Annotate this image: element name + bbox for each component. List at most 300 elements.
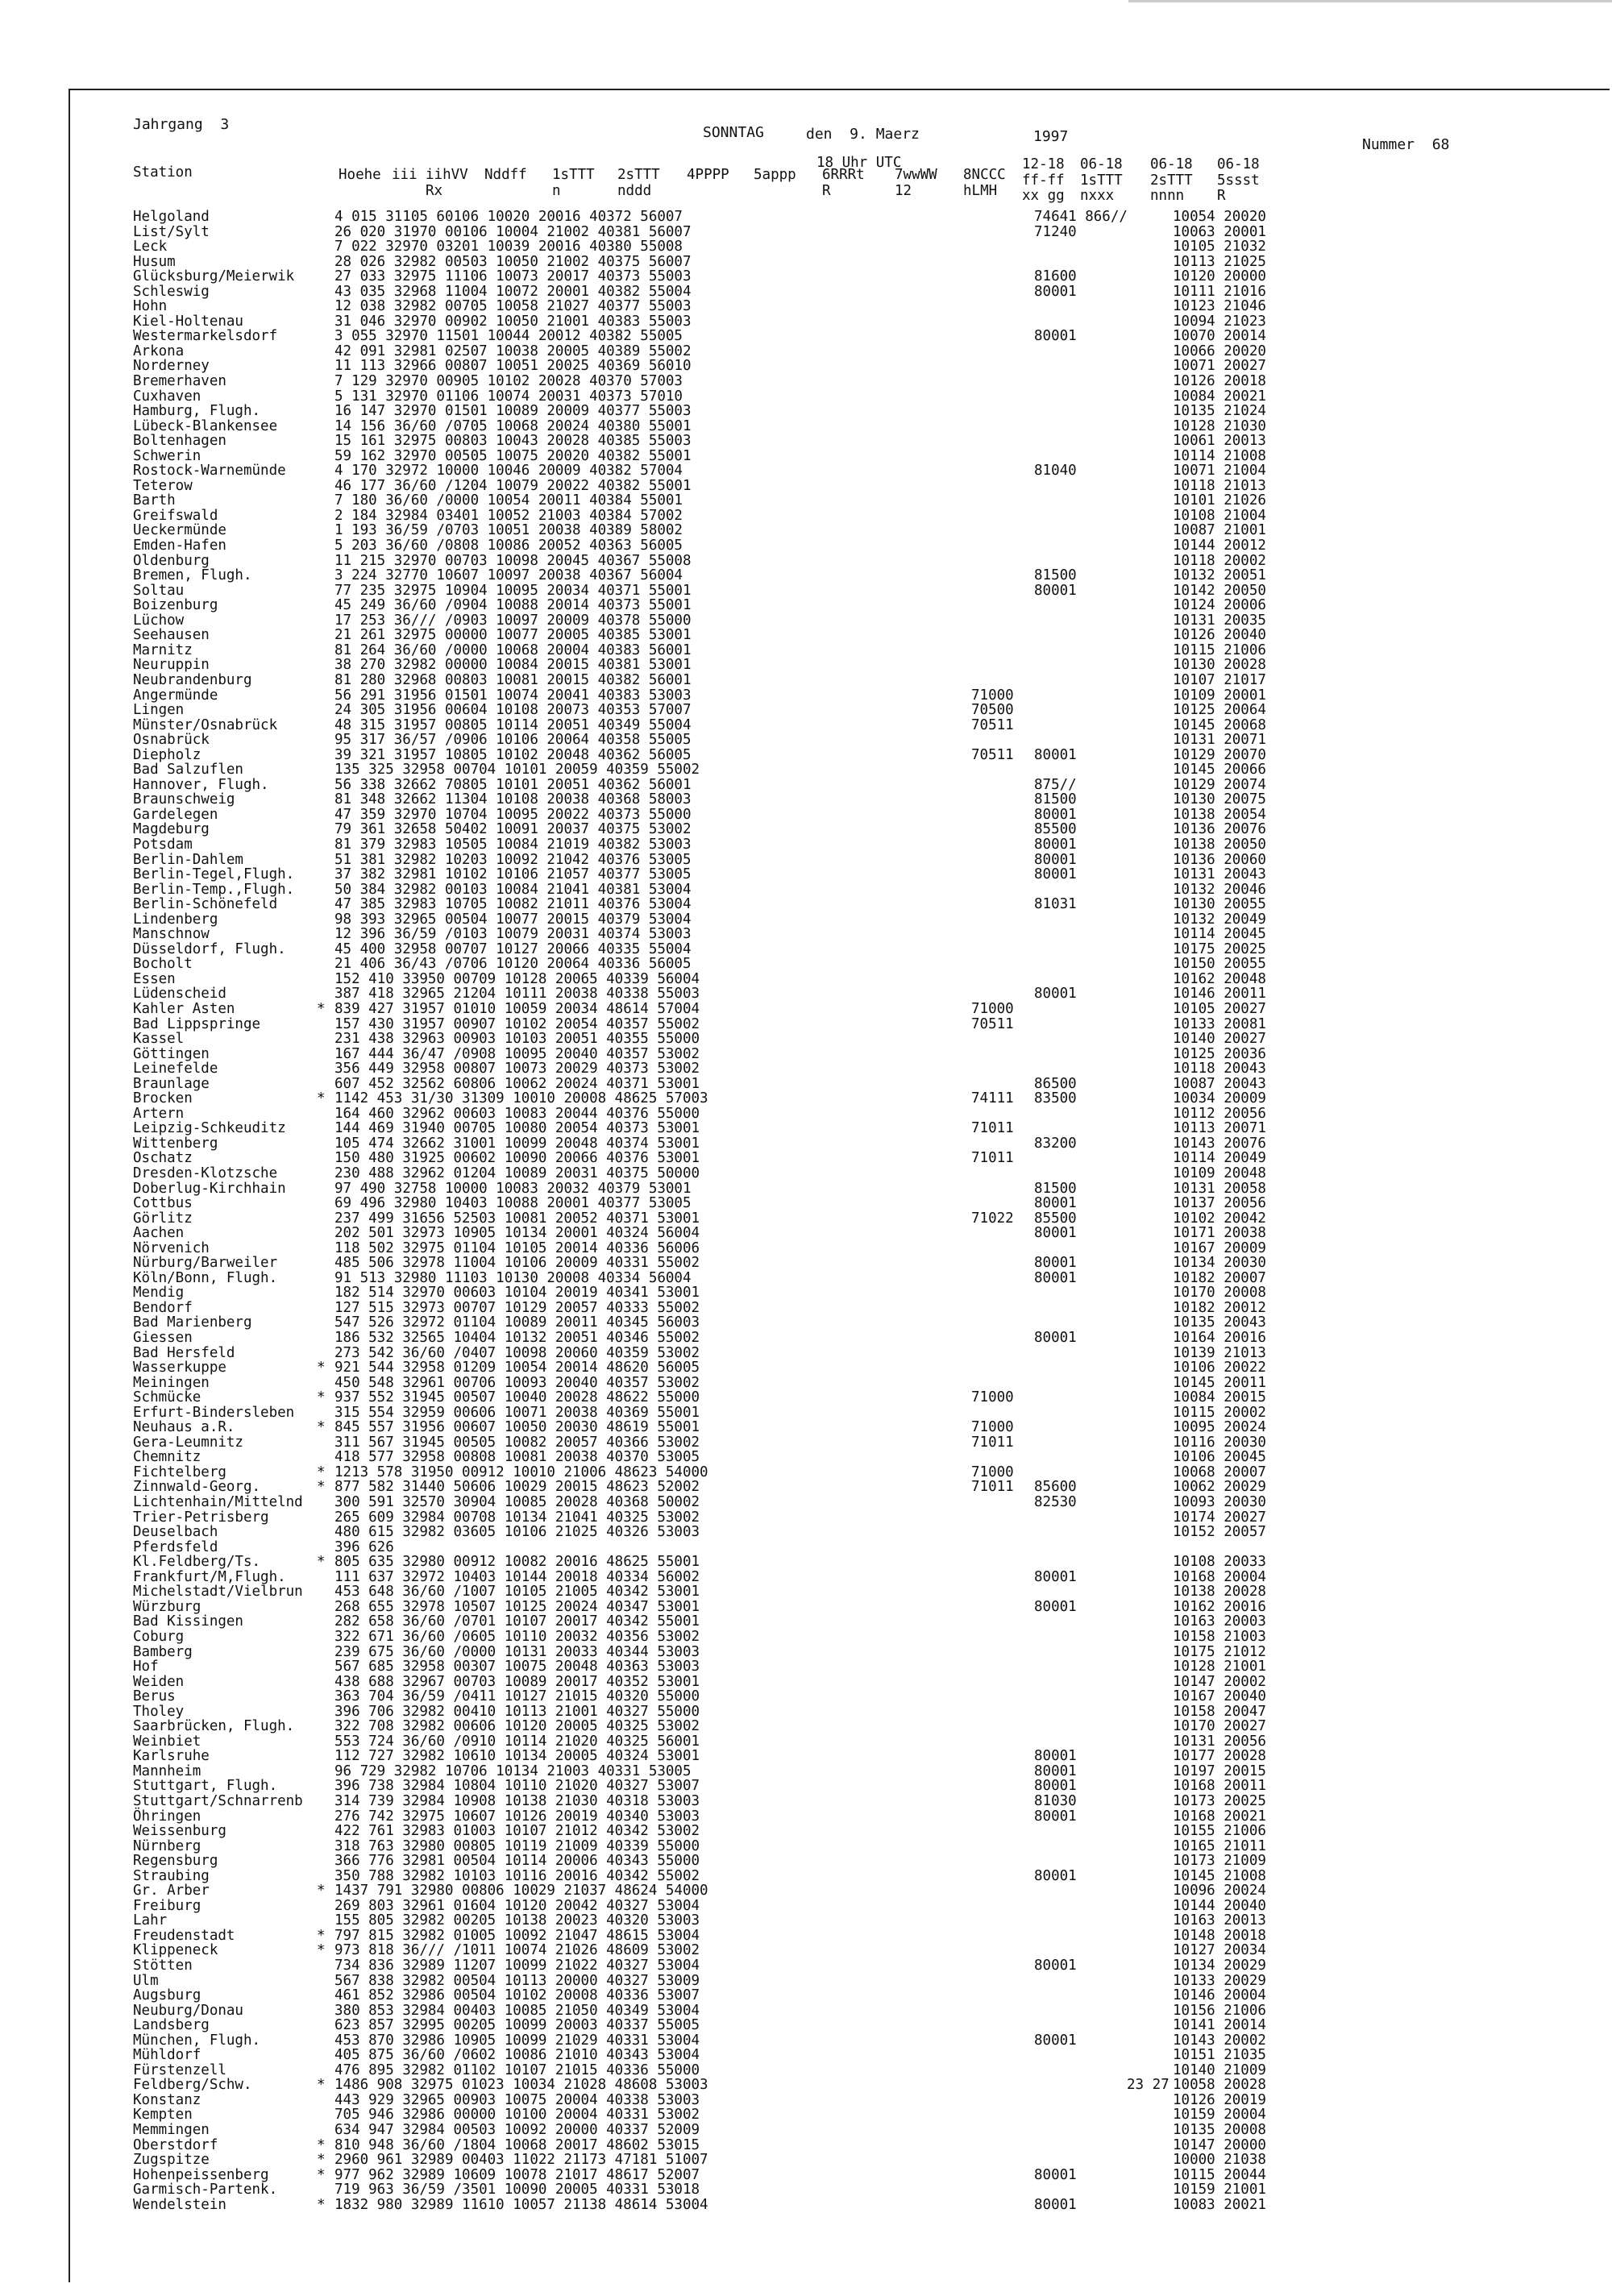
temperature-group: 10084 20021: [1173, 388, 1266, 405]
synop-values: 164 460 32962 00603 10083 20044 40376 55000: [334, 1105, 700, 1122]
temperature-group: 10114 21008: [1173, 447, 1266, 464]
temperature-group: 10152 20057: [1173, 1524, 1266, 1541]
synop-values: 937 552 31945 00507 10040 20028 48622 55000: [334, 1389, 700, 1406]
synop-values: 95 317 36/57 /0906 10106 20064 40358 55005: [334, 732, 692, 749]
station-name: Lüchow: [133, 612, 185, 629]
cloud-group: 81500: [1034, 567, 1077, 584]
station-name: Tholey: [133, 1703, 185, 1720]
temperature-group: 10124 20006: [1173, 597, 1266, 614]
weather-group: 71000: [971, 1464, 1014, 1480]
synop-values: 380 853 32984 00403 10085 21050 40349 53004: [334, 2002, 700, 2019]
cloud-group: 85500: [1034, 821, 1077, 838]
synop-values: 877 582 31440 50606 10029 20015 48623 52002: [334, 1479, 700, 1496]
synop-values: 77 235 32975 10904 10095 20034 40371 55001: [334, 582, 692, 599]
station-name: Bad Marienberg: [133, 1314, 252, 1331]
synop-values: 127 515 32973 00707 10129 20057 40333 55002: [334, 1299, 700, 1316]
temperature-group: 10127 20034: [1173, 1942, 1266, 1959]
station-name: Neuhaus a.R.: [133, 1419, 235, 1436]
synop-values: 2960 961 32989 00403 11022 21173 47181 51007: [334, 2152, 708, 2169]
temperature-group: 10173 20025: [1173, 1792, 1266, 1809]
synop-values: 356 449 32958 00807 10073 20029 40373 53002: [334, 1061, 700, 1077]
station-name: Klippeneck: [133, 1942, 218, 1959]
weather-group: 70511: [971, 1015, 1014, 1032]
temperature-group: 10034 20009: [1173, 1090, 1266, 1107]
station-name: Gr. Arber: [133, 1883, 210, 1899]
temperature-group: 10107 21017: [1173, 671, 1266, 688]
column-header-iii: iii: [392, 167, 418, 183]
synop-values: 96 729 32982 10706 10134 21003 40331 53005: [334, 1762, 692, 1779]
station-name: Fürstenzell: [133, 2061, 226, 2078]
synop-values: 4 015 31105 60106 10020 20016 40372 56007: [334, 209, 683, 225]
temperature-group: 10134 20030: [1173, 1255, 1266, 1272]
temperature-group: 10129 20074: [1173, 776, 1266, 793]
synop-values: 387 418 32965 21204 10111 20038 40338 55003: [334, 986, 700, 1003]
synop-values: 438 688 32967 00703 10089 20017 40352 53001: [334, 1673, 700, 1690]
cloud-group: 80001: [1034, 1808, 1077, 1825]
station-name: Berlin-Tegel,Flugh.: [133, 866, 295, 883]
temperature-group: 10115 21006: [1173, 641, 1266, 658]
synop-values: 1142 453 31/30 31309 10010 20008 48625 57003: [334, 1090, 708, 1107]
synop-values: 45 249 36/60 /0904 10088 20014 40373 55001: [334, 597, 692, 614]
synop-values: 27 033 32975 11106 10073 20017 40373 55003: [334, 268, 692, 285]
weather-group: 71011: [971, 1120, 1014, 1137]
temperature-group: 10137 20056: [1173, 1195, 1266, 1212]
cloud-group: 80001: [1034, 986, 1077, 1003]
synop-values: 186 532 32565 10404 10132 20051 40346 55002: [334, 1330, 700, 1347]
synop-values: 2 184 32984 03401 10052 21003 40384 57002: [334, 507, 683, 524]
station-name: Soltau: [133, 582, 185, 599]
station-name: Wendelstein: [133, 2196, 226, 2213]
synop-values: 47 385 32983 10705 10082 21011 40376 53004: [334, 896, 692, 913]
temperature-group: 10113 20071: [1173, 1120, 1266, 1137]
station-name: Saarbrücken, Flugh.: [133, 1718, 295, 1735]
synop-values: 37 382 32981 10102 10106 21057 40377 53005: [334, 866, 692, 883]
station-name: Kempten: [133, 2107, 193, 2124]
temperature-group: 10131 20071: [1173, 732, 1266, 749]
cloud-group: 81031: [1034, 896, 1077, 913]
cloud-group: 80001: [1034, 2196, 1077, 2213]
station-name: Braunschweig: [133, 791, 235, 808]
station-name: Seehausen: [133, 627, 210, 644]
station-name: Bad Salzuflen: [133, 762, 243, 778]
station-name: Schleswig: [133, 283, 210, 300]
temperature-group: 10162 20048: [1173, 970, 1266, 987]
synop-values: 47 359 32970 10704 10095 20022 40373 55000: [334, 806, 692, 823]
temperature-group: 10167 20009: [1173, 1239, 1266, 1256]
station-name: Nürburg/Barweiler: [133, 1255, 278, 1272]
temperature-group: 10071 21004: [1173, 463, 1266, 480]
temperature-group: 10142 20050: [1173, 582, 1266, 599]
column-header-iihvv: iihVV Rx: [426, 167, 468, 199]
synop-values: 797 815 32982 01005 10092 21047 48615 53004: [334, 1927, 700, 1944]
station-name: Bamberg: [133, 1643, 193, 1660]
column-header-2sttt: 2sTTT nddd: [617, 167, 660, 199]
synop-values: 56 291 31956 01501 10074 20041 40383 53003: [334, 687, 692, 704]
station-name: Konstanz: [133, 2091, 202, 2108]
temperature-group: 10175 20025: [1173, 940, 1266, 957]
station-name: Manschnow: [133, 926, 210, 943]
cloud-group: 80001: [1034, 1568, 1077, 1585]
temperature-group: 10108 21004: [1173, 507, 1266, 524]
synop-values: 144 469 31940 00705 10080 20054 40373 53001: [334, 1120, 700, 1137]
station-name: Cottbus: [133, 1195, 193, 1212]
station-name: Düsseldorf, Flugh.: [133, 940, 286, 957]
synop-values: 81 280 32968 00803 10081 20015 40382 56001: [334, 671, 692, 688]
mountain-marker: *: [317, 2196, 326, 2213]
temperature-group: 10170 20027: [1173, 1718, 1266, 1735]
temperature-group: 10135 20008: [1173, 2122, 1266, 2138]
station-name: Hannover, Flugh.: [133, 776, 269, 793]
synop-values: 12 038 32982 00705 10058 21027 40377 55003: [334, 298, 692, 315]
station-name: Doberlug-Kirchhain: [133, 1180, 286, 1197]
station-name: Westermarkelsdorf: [133, 328, 278, 345]
station-name: Öhringen: [133, 1808, 202, 1825]
temperature-group: 10126 20018: [1173, 373, 1266, 390]
cloud-group: 80001: [1034, 1762, 1077, 1779]
synop-values: 105 474 32662 31001 10099 20048 40374 53001: [334, 1135, 700, 1152]
station-name: Coburg: [133, 1628, 185, 1645]
cloud-group: 80001: [1034, 851, 1077, 868]
cloud-group: 80001: [1034, 328, 1077, 345]
station-name: Chemnitz: [133, 1449, 202, 1466]
synop-values: 202 501 32973 10905 10134 20001 40324 56004: [334, 1225, 700, 1242]
station-name: Angermünde: [133, 687, 218, 704]
temperature-group: 10133 20081: [1173, 1015, 1266, 1032]
synop-values: 7 180 36/60 /0000 10054 20011 40384 55001: [334, 492, 683, 509]
temperature-group: 10095 20024: [1173, 1419, 1266, 1436]
synop-values: 31 046 32970 00902 10050 21001 40383 55003: [334, 313, 692, 330]
station-name: Oldenburg: [133, 552, 210, 569]
temperature-group: 10108 20033: [1173, 1554, 1266, 1571]
weather-group: 71000: [971, 1000, 1014, 1017]
station-name: Mühldorf: [133, 2047, 202, 2064]
temperature-group: 10163 20003: [1173, 1613, 1266, 1630]
weather-group: 71011: [971, 1150, 1014, 1167]
mountain-marker: *: [317, 1000, 326, 1017]
temperature-group: 10151 21035: [1173, 2047, 1266, 2064]
station-name: Michelstadt/Vielbrun: [133, 1584, 303, 1601]
station-name: Gardelegen: [133, 806, 218, 823]
station-name: Lichtenhain/Mittelnd: [133, 1494, 303, 1511]
synop-values: 38 270 32982 00000 10084 20015 40381 53001: [334, 657, 692, 674]
document-sheet: [69, 89, 1610, 2282]
temperature-group: 10146 20004: [1173, 1987, 1266, 2004]
temperature-group: 10114 20045: [1173, 926, 1266, 943]
temperature-group: 10131 20035: [1173, 612, 1266, 629]
synop-values: 269 803 32961 01604 10120 20042 40327 53004: [334, 1897, 700, 1914]
cloud-group: 80001: [1034, 1195, 1077, 1212]
temperature-group: 10084 20015: [1173, 1389, 1266, 1406]
station-name: Ulm: [133, 1972, 159, 1989]
cloud-group: 80001: [1034, 1957, 1077, 1974]
temperature-group: 10150 20055: [1173, 956, 1266, 973]
station-name: Köln/Bonn, Flugh.: [133, 1269, 278, 1286]
temperature-group: 10182 20012: [1173, 1299, 1266, 1316]
temperature-group: 10125 20064: [1173, 702, 1266, 719]
synop-values: 45 400 32958 00707 10127 20066 40335 55004: [334, 940, 692, 957]
cloud-group: 80001: [1034, 1748, 1077, 1765]
station-name: Helgoland: [133, 209, 210, 225]
synop-values: 59 162 32970 00505 10075 20020 40382 55001: [334, 447, 692, 464]
temperature-group: 10170 20008: [1173, 1285, 1266, 1302]
temperature-group: 10000 21038: [1173, 2152, 1266, 2169]
synop-values: 4 170 32972 10000 10046 20009 40382 57004: [334, 463, 683, 480]
synop-values: 97 490 32758 10000 10083 20032 40379 53001: [334, 1180, 692, 1197]
volume-label: Jahrgang 3: [133, 116, 230, 133]
station-name: Giessen: [133, 1330, 193, 1347]
temperature-group: 10130 20028: [1173, 657, 1266, 674]
synop-values: 567 685 32958 00307 10075 20048 40363 53003: [334, 1659, 700, 1675]
temperature-group: 10138 20054: [1173, 806, 1266, 823]
column-header-1sttt: 1sTTT n: [552, 167, 595, 199]
mountain-marker: *: [317, 2166, 326, 2183]
synop-values: 453 648 36/60 /1007 10105 21005 40342 53001: [334, 1584, 700, 1601]
station-name: Oberstdorf: [133, 2136, 218, 2153]
synop-values: 1832 980 32989 11610 10057 21138 48614 53004: [334, 2196, 708, 2213]
temperature-group: 10116 20030: [1173, 1434, 1266, 1451]
synop-values: 167 444 36/47 /0908 10095 20040 40357 53002: [334, 1045, 700, 1062]
temperature-group: 10101 21026: [1173, 492, 1266, 509]
synop-values: 453 870 32986 10905 10099 21029 40331 53004: [334, 2032, 700, 2049]
synop-values: 79 361 32658 50402 10091 20037 40375 53002: [334, 821, 692, 838]
mountain-marker: *: [317, 1927, 326, 1944]
cloud-group: 80001: [1034, 806, 1077, 823]
synop-values: 418 577 32958 00808 10081 20038 40370 53005: [334, 1449, 700, 1466]
temperature-group: 10158 20047: [1173, 1703, 1266, 1720]
synop-values: 476 895 32982 01102 10107 21015 40336 55000: [334, 2061, 700, 2078]
station-name: Hof: [133, 1659, 159, 1675]
synop-values: 81 264 36/60 /0000 10068 20004 40383 56001: [334, 641, 692, 658]
column-header-7wwww: 7wwWW 12: [895, 167, 937, 199]
temperature-group: 10138 20050: [1173, 836, 1266, 853]
temperature-group: 10145 20011: [1173, 1374, 1266, 1391]
cloud-group: 74641 866//: [1034, 209, 1128, 225]
station-name: Zinnwald-Georg.: [133, 1479, 261, 1496]
weather-group: 71000: [971, 1419, 1014, 1436]
station-name: Leinefelde: [133, 1061, 218, 1077]
mountain-marker: *: [317, 1464, 326, 1480]
station-name: Nörvenich: [133, 1239, 210, 1256]
station-name: Kassel: [133, 1031, 185, 1048]
page-edge-shadow: [1128, 0, 1612, 2]
station-name: München, Flugh.: [133, 2032, 261, 2049]
synop-values: 15 161 32975 00803 10043 20028 40385 55003: [334, 433, 692, 450]
temperature-group: 10123 21046: [1173, 298, 1266, 315]
synop-values: 16 147 32970 01501 10089 20009 40377 55003: [334, 403, 692, 420]
synop-values: 3 055 32970 11501 10044 20012 40382 55005: [334, 328, 683, 345]
issue-number: Nummer 68: [1362, 136, 1450, 153]
station-name: Nürnberg: [133, 1837, 202, 1854]
station-name: Diepholz: [133, 746, 202, 763]
synop-values: 311 567 31945 00505 10082 20057 40366 53002: [334, 1434, 700, 1451]
temperature-group: 10139 21013: [1173, 1344, 1266, 1361]
temperature-group: 10115 20044: [1173, 2166, 1266, 2183]
temperature-group: 10106 20045: [1173, 1449, 1266, 1466]
cloud-group: 80001: [1034, 1225, 1077, 1242]
cloud-group: 85600: [1034, 1479, 1077, 1496]
cloud-group: 83200: [1034, 1135, 1077, 1152]
synop-values: 152 410 33950 00709 10128 20065 40339 56004: [334, 970, 700, 987]
temperature-group: 10118 20043: [1173, 1061, 1266, 1077]
column-header-06-18-5ssst: 06-18 5ssst R: [1217, 156, 1260, 204]
column-header-station: Station: [133, 164, 193, 181]
station-name: Berus: [133, 1688, 176, 1705]
synop-values: 268 655 32978 10507 10125 20024 40347 53001: [334, 1598, 700, 1615]
temperature-group: 10167 20040: [1173, 1688, 1266, 1705]
mountain-marker: *: [317, 1479, 326, 1496]
station-name: Memmingen: [133, 2122, 210, 2138]
temperature-group: 10159 20004: [1173, 2107, 1266, 2124]
cloud-group: 80001: [1034, 1867, 1077, 1884]
station-name: Regensburg: [133, 1853, 218, 1870]
temperature-group: 10162 20016: [1173, 1598, 1266, 1615]
synop-values: 921 544 32958 01209 10054 20014 48620 56005: [334, 1360, 700, 1376]
temperature-group: 10126 20040: [1173, 627, 1266, 644]
temperature-group: 10070 20014: [1173, 328, 1266, 345]
temperature-group: 10128 21001: [1173, 1659, 1266, 1675]
synop-values: 805 635 32980 00912 10082 20016 48625 55001: [334, 1554, 700, 1571]
synop-values: 112 727 32982 10610 10134 20005 40324 53001: [334, 1748, 700, 1765]
synop-values: 3 224 32770 10607 10097 20038 40367 56004: [334, 567, 683, 584]
temperature-group: 10145 20068: [1173, 716, 1266, 733]
synop-values: 69 496 32980 10403 10088 20001 40377 53005: [334, 1195, 692, 1212]
temperature-group: 10125 20036: [1173, 1045, 1266, 1062]
temperature-group: 10131 20058: [1173, 1180, 1266, 1197]
station-name: Emden-Hafen: [133, 538, 226, 554]
station-name: Mendig: [133, 1285, 185, 1302]
station-name: Brocken: [133, 1090, 193, 1107]
temperature-group: 10087 21001: [1173, 522, 1266, 539]
temperature-group: 10136 20076: [1173, 821, 1266, 838]
weather-group: 71011: [971, 1479, 1014, 1496]
mountain-marker: *: [317, 1883, 326, 1899]
station-name: Hohenpeissenberg: [133, 2166, 269, 2183]
temperature-group: 10158 21003: [1173, 1628, 1266, 1645]
column-header-5appp: 5appp: [754, 167, 796, 183]
station-name: Lindenberg: [133, 911, 218, 928]
column-header-ff: 12-18 ff-ff xx gg: [1022, 156, 1065, 204]
synop-values: 810 948 36/60 /1804 10068 20017 48602 53015: [334, 2136, 700, 2153]
synop-values: 366 776 32981 00504 10114 20006 40343 55000: [334, 1853, 700, 1870]
wind-gust-group: 23 27: [1127, 2077, 1170, 2094]
column-header-06-18-2sttt: 06-18 2sTTT nnnn: [1150, 156, 1193, 204]
station-name: Husum: [133, 253, 176, 270]
temperature-group: 10168 20011: [1173, 1778, 1266, 1795]
weather-group: 71011: [971, 1434, 1014, 1451]
temperature-group: 10133 20029: [1173, 1972, 1266, 1989]
temperature-group: 10113 21025: [1173, 253, 1266, 270]
cloud-group: 875//: [1034, 776, 1077, 793]
station-name: Feldberg/Schw.: [133, 2077, 252, 2094]
synop-values: 39 321 31957 10805 10102 20048 40362 56005: [334, 746, 692, 763]
temperature-group: 10105 20027: [1173, 1000, 1266, 1017]
temperature-group: 10109 20001: [1173, 687, 1266, 704]
temperature-group: 10173 21009: [1173, 1853, 1266, 1870]
temperature-group: 10061 20013: [1173, 433, 1266, 450]
station-name: Bad Kissingen: [133, 1613, 243, 1630]
date-label: den 9. Maerz: [806, 126, 920, 143]
synop-values: 405 875 36/60 /0602 10086 21010 40343 53004: [334, 2047, 700, 2064]
temperature-group: 10143 20002: [1173, 2032, 1266, 2049]
temperature-group: 10175 21012: [1173, 1643, 1266, 1660]
temperature-group: 10171 20038: [1173, 1225, 1266, 1242]
station-name: Mannheim: [133, 1762, 202, 1779]
cloud-group: 80001: [1034, 2032, 1077, 2049]
mountain-marker: *: [317, 1554, 326, 1571]
station-name: Neuburg/Donau: [133, 2002, 243, 2019]
synop-values: 845 557 31956 00607 10050 20030 48619 55001: [334, 1419, 700, 1436]
temperature-group: 10140 20027: [1173, 1031, 1266, 1048]
mountain-marker: *: [317, 2136, 326, 2153]
synop-values: 734 836 32989 11207 10099 21022 40327 53004: [334, 1957, 700, 1974]
station-name: Oschatz: [133, 1150, 193, 1167]
temperature-group: 10145 21008: [1173, 1867, 1266, 1884]
synop-values: 450 548 32961 00706 10093 20040 40357 53002: [334, 1374, 700, 1391]
temperature-group: 10115 20002: [1173, 1404, 1266, 1421]
station-name: Lüdenscheid: [133, 986, 226, 1003]
station-name: Norderney: [133, 358, 210, 375]
synop-values: 977 962 32989 10609 10078 21017 48617 52007: [334, 2166, 700, 2183]
synop-values: 314 739 32984 10908 10138 21030 40318 53003: [334, 1792, 700, 1809]
station-name: Barth: [133, 492, 176, 509]
station-name: Magdeburg: [133, 821, 210, 838]
synop-values: 56 338 32662 70805 10101 20051 40362 56001: [334, 776, 692, 793]
synop-values: 7 022 32970 03201 10039 20016 40380 55008: [334, 239, 683, 255]
station-name: Weinbiet: [133, 1733, 202, 1750]
station-name: Stötten: [133, 1957, 193, 1974]
temperature-group: 10165 21011: [1173, 1837, 1266, 1854]
station-name: Deuselbach: [133, 1524, 218, 1541]
synop-values: 157 430 31957 00907 10102 20054 40357 55002: [334, 1015, 700, 1032]
cloud-group: 80001: [1034, 836, 1077, 853]
synop-values: 231 438 32963 00903 10103 20051 40355 55000: [334, 1031, 700, 1048]
station-name: Potsdam: [133, 836, 193, 853]
station-name: Frankfurt/M,Flugh.: [133, 1568, 286, 1585]
weekday-label: SONNTAG: [703, 124, 764, 141]
weather-group: 70500: [971, 702, 1014, 719]
cloud-group: 80001: [1034, 582, 1077, 599]
synop-values: 422 761 32983 01003 10107 21012 40342 53002: [334, 1823, 700, 1840]
station-name: Fichtelberg: [133, 1464, 226, 1480]
weather-group: 70511: [971, 716, 1014, 733]
mountain-marker: *: [317, 2077, 326, 2094]
temperature-group: 10168 20004: [1173, 1568, 1266, 1585]
temperature-group: 10131 20056: [1173, 1733, 1266, 1750]
temperature-group: 10102 20042: [1173, 1210, 1266, 1227]
station-name: Gera-Leumnitz: [133, 1434, 243, 1451]
station-name: Boltenhagen: [133, 433, 226, 450]
synop-values: 7 129 32970 00905 10102 20028 40370 57003: [334, 373, 683, 390]
cloud-group: 80001: [1034, 1598, 1077, 1615]
synop-values: 81 348 32662 11304 10108 20038 40368 58003: [334, 791, 692, 808]
synop-values: 363 704 36/59 /0411 10127 21015 40320 55000: [334, 1688, 700, 1705]
station-name: List/Sylt: [133, 223, 210, 240]
temperature-group: 10182 20007: [1173, 1269, 1266, 1286]
synop-values: 300 591 32570 30904 10085 20028 40368 50002: [334, 1494, 700, 1511]
station-name: Meiningen: [133, 1374, 210, 1391]
station-name: Stuttgart, Flugh.: [133, 1778, 278, 1795]
synop-values: 48 315 31957 00805 10114 20051 40349 55004: [334, 716, 692, 733]
synop-values: 547 526 32972 01104 10089 20011 40345 56003: [334, 1314, 700, 1331]
temperature-group: 10094 21023: [1173, 313, 1266, 330]
weather-group: 71022: [971, 1210, 1014, 1227]
synop-values: 237 499 31656 52503 10081 20052 40371 53001: [334, 1210, 700, 1227]
synop-values: 11 215 32970 00703 10098 20045 40367 55008: [334, 552, 692, 569]
temperature-group: 10105 21032: [1173, 239, 1266, 255]
mountain-marker: *: [317, 1942, 326, 1959]
synop-values: 1486 908 32975 01023 10034 21028 48608 53003: [334, 2077, 708, 2094]
synop-values: 839 427 31957 01010 10059 20034 48614 57004: [334, 1000, 700, 1017]
